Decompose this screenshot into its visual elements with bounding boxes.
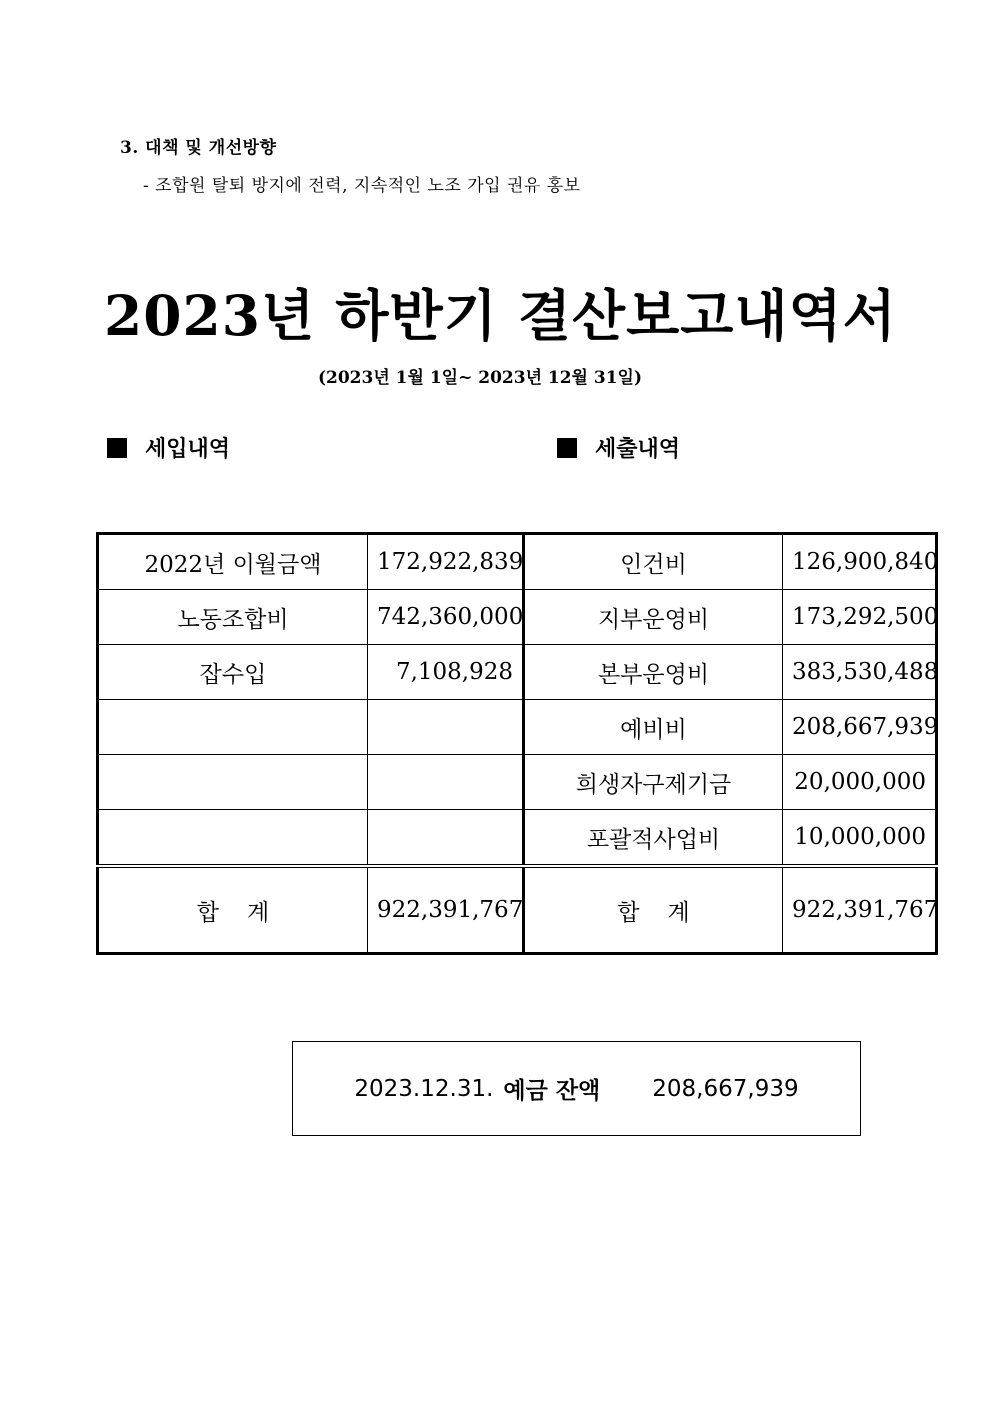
income-label bbox=[98, 755, 368, 810]
ledger-table bbox=[96, 532, 938, 955]
income-label: 노동조합비 bbox=[98, 590, 368, 645]
table-row bbox=[98, 534, 937, 590]
expense-label: 포괄적사업비 bbox=[524, 810, 783, 867]
income-label: 2022년 이월금액 bbox=[98, 534, 368, 590]
expense-amount: 20,000,000 bbox=[783, 755, 937, 810]
section-heading: 3. 대책 및 개선방향 bbox=[120, 138, 277, 158]
expense-amount: 208,667,939 bbox=[783, 700, 937, 755]
income-amount bbox=[368, 700, 524, 755]
income-label: 잡수입 bbox=[98, 645, 368, 700]
expense-heading bbox=[557, 432, 680, 463]
expense-amount: 173,292,500 bbox=[783, 590, 937, 645]
table-row bbox=[98, 810, 937, 867]
balance-amount: 208,667,939 bbox=[652, 1075, 799, 1102]
income-amount bbox=[368, 755, 524, 810]
table-row bbox=[98, 700, 937, 755]
income-heading-label: 세입내역 bbox=[145, 436, 231, 462]
expense-heading-label: 세출내역 bbox=[595, 436, 681, 462]
square-bullet-icon bbox=[107, 438, 127, 458]
income-amount: 7,108,928 bbox=[368, 645, 524, 700]
income-label bbox=[98, 700, 368, 755]
expense-amount: 126,900,840 bbox=[783, 534, 937, 590]
table-row bbox=[98, 755, 937, 810]
expense-label: 인건비 bbox=[524, 534, 783, 590]
expense-label: 본부운영비 bbox=[524, 645, 783, 700]
balance-label: 예금 잔액 bbox=[503, 1078, 601, 1104]
income-amount: 742,360,000 bbox=[368, 590, 524, 645]
section-bullet: - 조합원 탈퇴 방지에 전력, 지속적인 노조 가입 권유 홍보 bbox=[143, 176, 581, 196]
income-amount: 172,922,839 bbox=[368, 534, 524, 590]
page-title: 2023년 하반기 결산보고내역서 bbox=[104, 283, 897, 348]
table-row bbox=[98, 590, 937, 645]
income-total-amount: 922,391,767 bbox=[368, 866, 524, 954]
income-label bbox=[98, 810, 368, 867]
totals-row bbox=[98, 866, 937, 954]
income-heading bbox=[107, 432, 230, 463]
expense-total-amount: 922,391,767 bbox=[783, 866, 937, 954]
expense-total-label: 합계 bbox=[524, 866, 783, 954]
balance-date: 2023.12.31. bbox=[354, 1075, 494, 1102]
income-total-label: 합계 bbox=[98, 866, 368, 954]
expense-amount: 383,530,488 bbox=[783, 645, 937, 700]
report-period: (2023년 1월 1일~ 2023년 12월 31일) bbox=[317, 368, 643, 388]
table-row bbox=[98, 645, 937, 700]
expense-label: 지부운영비 bbox=[524, 590, 783, 645]
expense-amount: 10,000,000 bbox=[783, 810, 937, 867]
square-bullet-icon bbox=[557, 438, 577, 458]
balance-box bbox=[292, 1041, 861, 1136]
expense-label: 희생자구제기금 bbox=[524, 755, 783, 810]
income-amount bbox=[368, 810, 524, 867]
expense-label: 예비비 bbox=[524, 700, 783, 755]
